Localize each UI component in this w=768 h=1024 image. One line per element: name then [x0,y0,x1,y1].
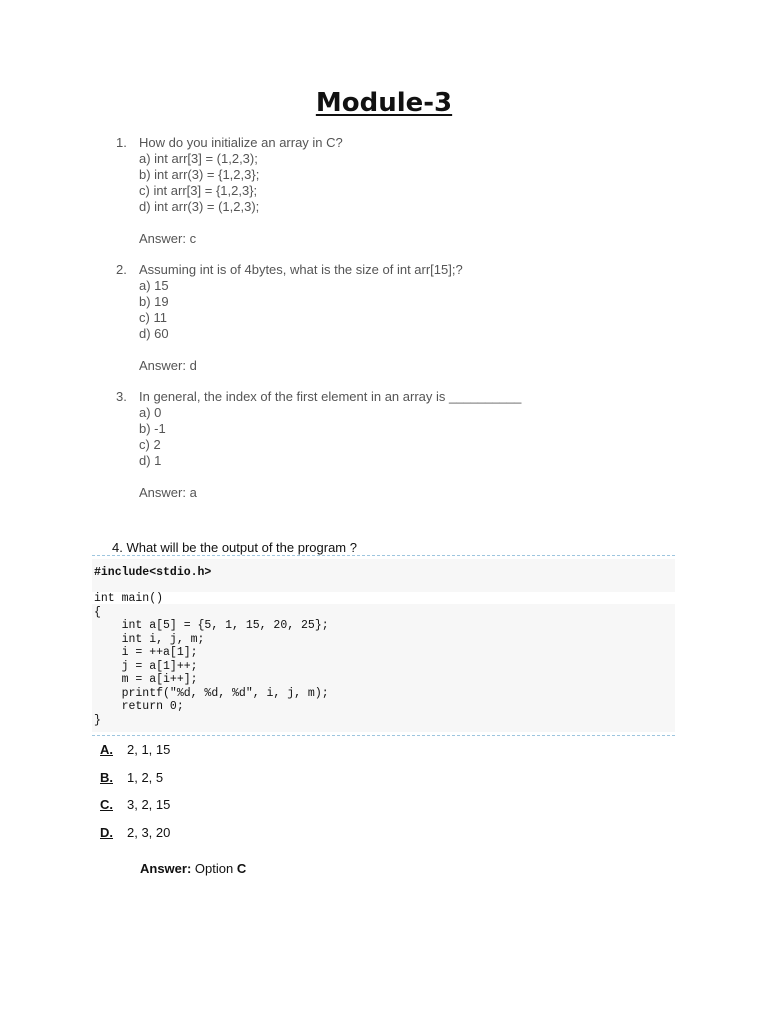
option-c: c) 11 [139,310,167,325]
question-number: 1. [116,135,127,150]
option-a: a) 0 [139,405,162,420]
option-value: 1, 2, 5 [127,770,164,785]
code-body: int main() { int a[5] = {5, 1, 15, 20, 25}; int i, j, m; i = ++a[1]; j = a[1]++; m = a[i++]; printf("%d, %d, %d", i, j, m); return 0; } [94,592,329,727]
option-b: b) 19 [139,294,169,309]
code-bottom-divider [92,735,675,736]
option-b: b) -1 [139,421,166,436]
question-text: Assuming int is of 4bytes, what is the size of int arr[15];? [139,262,463,277]
option-a: a) int arr[3] = (1,2,3); [139,151,258,166]
option-d: d) int arr(3) = (1,2,3); [139,199,260,214]
answer-text: Answer: c [139,231,197,246]
code-include-line: #include<stdio.h> [94,566,212,579]
option-letter: C. [100,797,113,812]
answer-text: Option [194,861,234,876]
question-text: How do you initialize an array in C? [139,135,343,150]
option-a-row [100,742,170,757]
answer-label: Answer: [140,861,192,876]
option-letter: A. [100,742,113,757]
option-d-row [100,825,170,840]
question-4-answer [140,861,246,876]
question-4-text: 4. What will be the output of the program ? [112,540,357,555]
option-d: d) 1 [139,453,162,468]
page-title: Module-3 [315,88,453,118]
option-value: 2, 3, 20 [127,825,171,840]
code-block [92,555,675,736]
option-letter: B. [100,770,113,785]
option-c-row [100,797,170,812]
question-text: In general, the index of the first element in an array is __________ [139,389,522,404]
option-c: c) int arr[3] = {1,2,3}; [139,183,258,198]
question-number: 3. [116,389,127,404]
option-value: 2, 1, 15 [127,742,171,757]
answer-value: C [236,861,247,876]
option-b: b) int arr(3) = {1,2,3}; [139,167,260,182]
option-letter: D. [100,825,113,840]
option-c: c) 2 [139,437,161,452]
option-d: d) 60 [139,326,169,341]
option-value: 3, 2, 15 [127,797,171,812]
option-a: a) 15 [139,278,169,293]
question-number: 2. [116,262,127,277]
option-b-row [100,770,163,785]
code-top-divider [92,555,675,556]
answer-text: Answer: d [139,358,197,373]
answer-text: Answer: a [139,485,197,500]
